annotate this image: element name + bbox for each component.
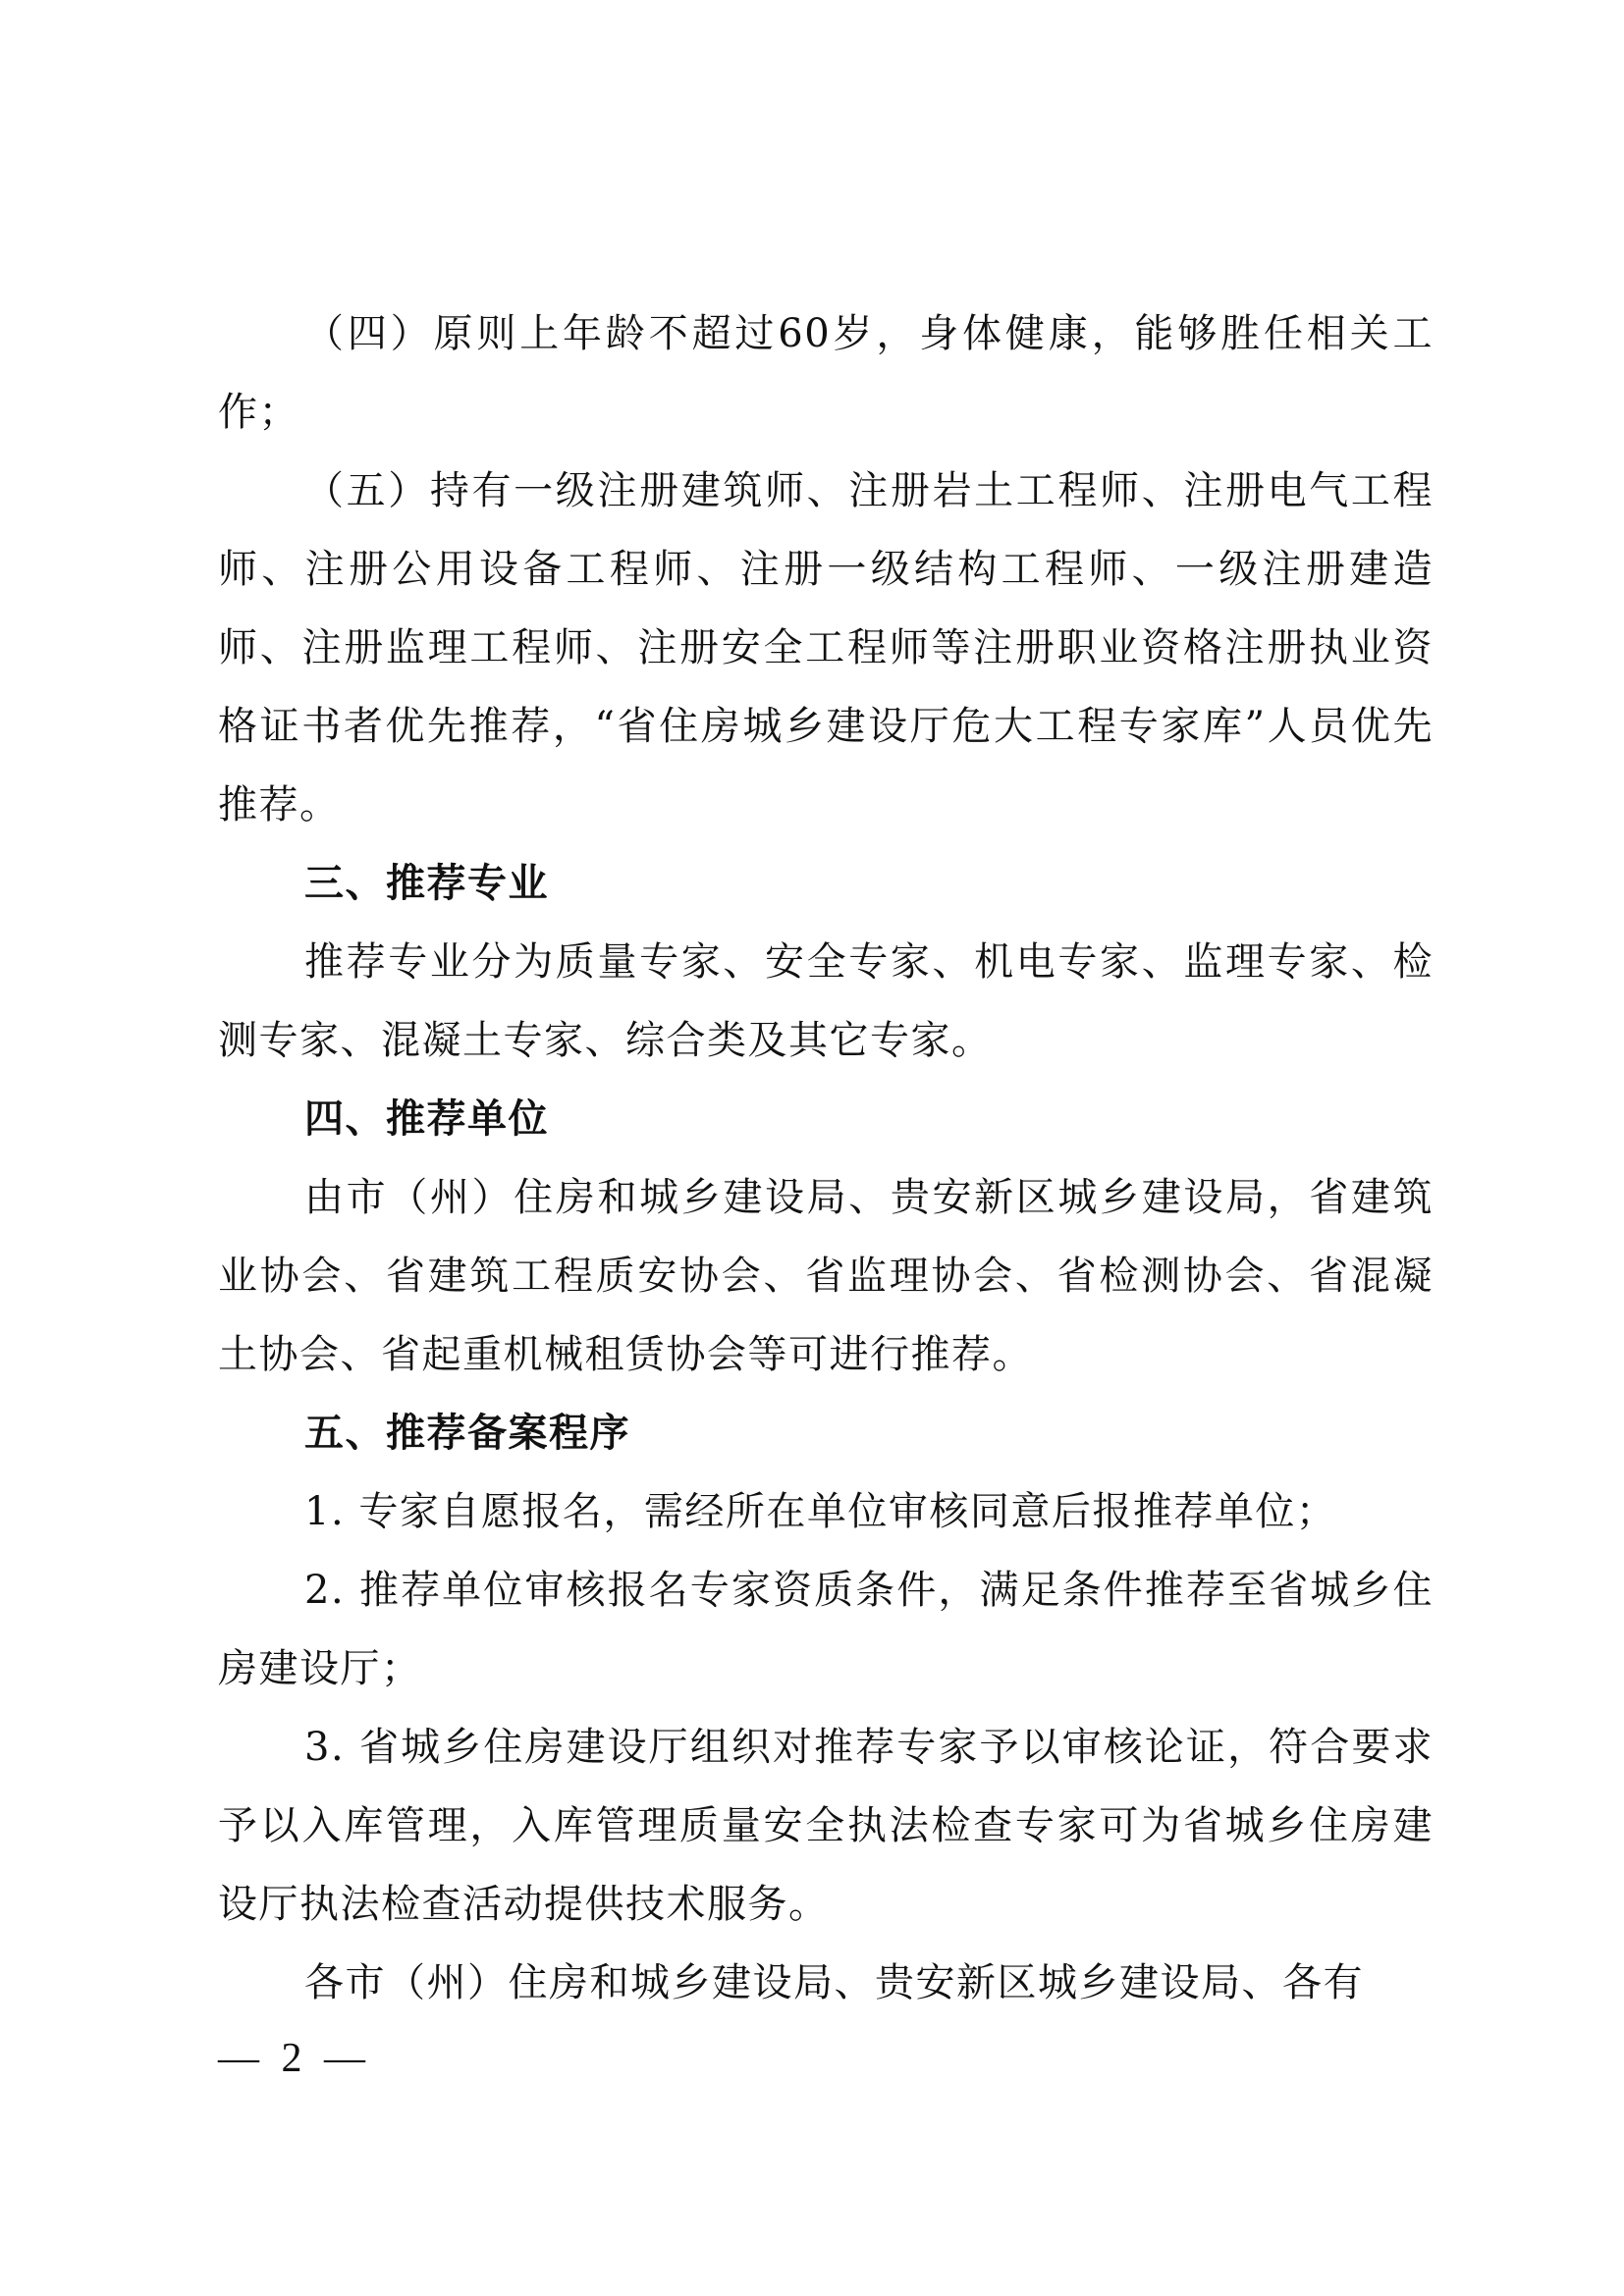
heading-filing-procedure: 五、推荐备案程序 [304,1411,630,1456]
procedure-step-3: 3. 省城乡住房建设厅组织对推荐专家予以审核论证，符合要求予以入库管理，入库管理质量安全执法检查专家可为省城乡住房建设厅执法检查活动提供技术服务。 [218,1725,1434,1927]
heading-recommended-specialties: 三、推荐专业 [304,861,549,906]
paragraph-age-requirement: （四）原则上年龄不超过60岁，身体健康，能够胜任相关工作； [218,311,1434,435]
page-number: — 2 — [218,2036,371,2081]
procedure-step-2: 2. 推荐单位审核报名专家资质条件，满足条件推荐至省城乡住房建设厅； [218,1568,1434,1691]
paragraph-units: 由市（州）住房和城乡建设局、贵安新区城乡建设局，省建筑业协会、省建筑工程质安协会、省监理协会、省检测协会、省混凝土协会、省起重机械租赁协会等可进行推荐。 [218,1175,1434,1377]
document-body [218,294,1434,2022]
paragraph-certification-priority: （五）持有一级注册建筑师、注册岩土工程师、注册电气工程师、注册公用设备工程师、注册一级结构工程师、一级注册建造师、注册监理工程师、注册安全工程师等注册职业资格注册执业资格证书者优先推荐，“省住房城乡建设厅危大工程专家库”人员优先推荐。 [218,468,1434,828]
procedure-step-1: 1. 专家自愿报名，需经所在单位审核同意后报推荐单位； [304,1489,1337,1534]
heading-recommending-units: 四、推荐单位 [304,1096,549,1142]
paragraph-specialties: 推荐专业分为质量专家、安全专家、机电专家、监理专家、检测专家、混凝土专家、综合类及其它专家。 [218,939,1434,1063]
paragraph-closing: 各市（州）住房和城乡建设局、贵安新区城乡建设局、各有 [304,1960,1364,2005]
